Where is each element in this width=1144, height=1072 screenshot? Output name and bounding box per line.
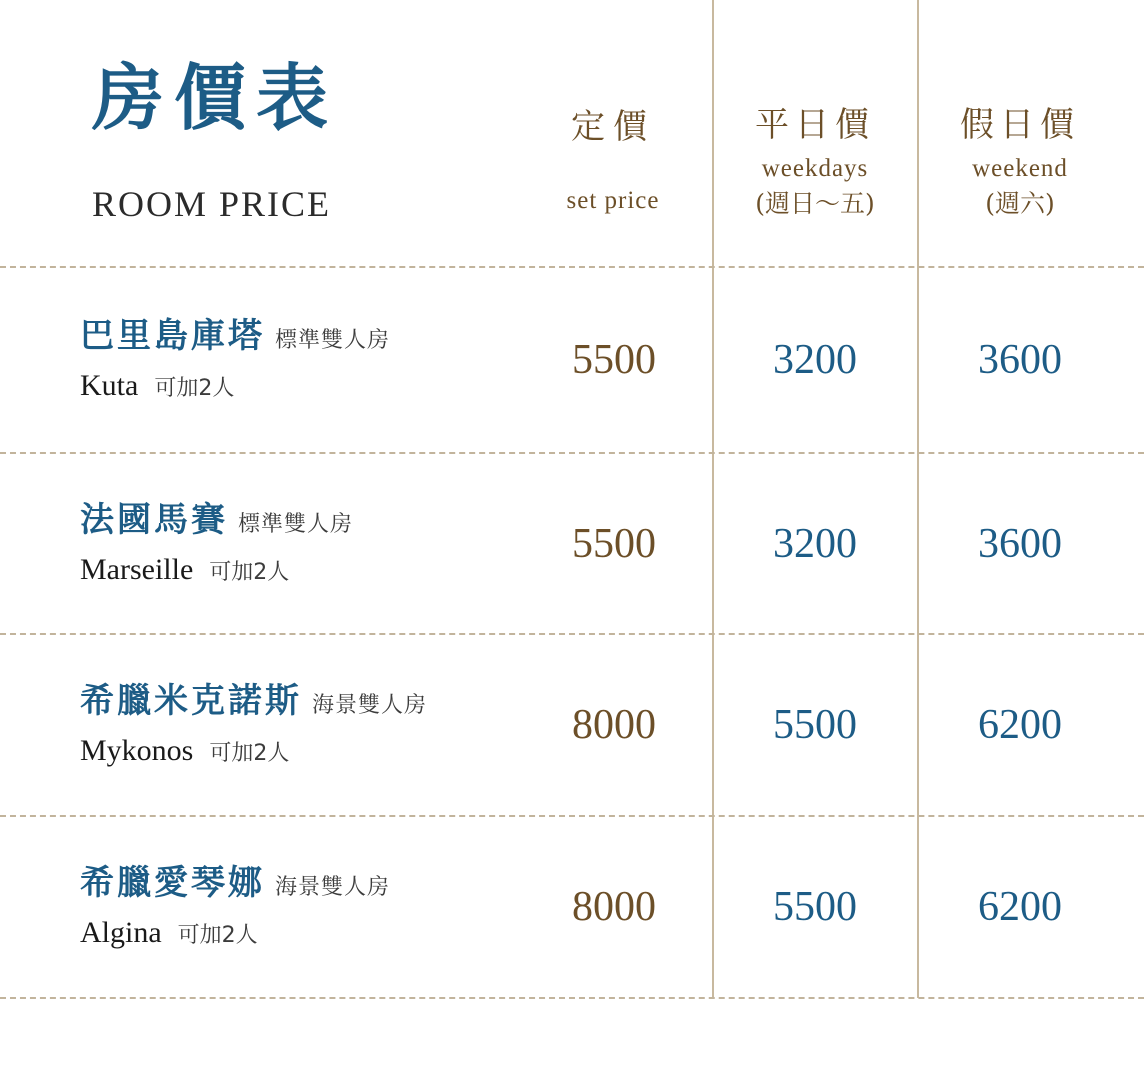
price-set: 8000 [572, 702, 656, 748]
price-weekend: 6200 [978, 884, 1062, 930]
room-name-zh: 希臘米克諾斯 [80, 680, 302, 721]
column-header-weekend-zh: 假日價 [960, 105, 1080, 145]
room-name-zh: 法國馬賽 [80, 499, 228, 540]
room-subtitle-line [80, 553, 520, 586]
price-weekday: 3200 [773, 337, 857, 383]
price-weekday: 3200 [773, 520, 857, 567]
room-info [80, 680, 520, 768]
table-header [0, 0, 1144, 266]
column-header-weekday-en: weekdays [761, 154, 869, 182]
column-header-set-price-zh: 定價 [571, 107, 655, 147]
price-set: 8000 [572, 884, 656, 930]
room-type-zh: 海景雙人房 [312, 692, 428, 718]
room-info [80, 315, 520, 403]
room-note-zh: 可加2人 [209, 559, 290, 585]
column-header-weekday-sub: (週日～五) [755, 188, 875, 218]
room-type-zh: 海景雙人房 [275, 874, 391, 900]
column-header-weekday [716, 104, 914, 219]
price-weekday: 5500 [773, 702, 857, 748]
room-title-line [80, 680, 520, 721]
room-name-zh: 希臘愛琴娜 [80, 862, 265, 903]
table-row [0, 635, 1144, 815]
column-header-weekend [921, 104, 1119, 219]
price-weekend: 6200 [978, 702, 1062, 748]
column-header-weekend-en: weekend [972, 154, 1068, 182]
room-name-zh: 巴里島庫塔 [80, 315, 265, 356]
price-set: 5500 [572, 520, 656, 567]
room-note-zh: 可加2人 [177, 923, 258, 949]
room-name-en: Mykonos [80, 734, 194, 768]
room-info [80, 862, 520, 950]
room-subtitle-line [80, 369, 520, 402]
price-weekday: 5500 [773, 884, 857, 930]
room-title-line [80, 315, 520, 356]
room-subtitle-line [80, 916, 520, 949]
room-info [80, 501, 520, 585]
room-name-en: Marseille [80, 552, 194, 586]
room-name-en: Kuta [80, 369, 139, 403]
column-header-weekend-sub: (週六) [985, 188, 1055, 218]
room-name-en: Algina [80, 916, 162, 950]
room-title-line [80, 501, 520, 538]
table-row [0, 268, 1144, 452]
room-type-zh: 標準雙人房 [238, 511, 354, 537]
column-header-set-price-en: set price [566, 186, 660, 214]
price-weekend: 3600 [978, 520, 1062, 567]
page-title-zh: 房價表 [92, 55, 339, 140]
room-subtitle-line [80, 734, 520, 767]
price-weekend: 3600 [978, 337, 1062, 383]
table-row [0, 454, 1144, 633]
room-note-zh: 可加2人 [209, 741, 290, 767]
price-set: 5500 [572, 337, 656, 383]
table-row [0, 817, 1144, 997]
row-divider [0, 997, 1144, 999]
column-header-weekday-zh: 平日價 [755, 105, 875, 145]
room-type-zh: 標準雙人房 [275, 327, 391, 353]
page-title-en: ROOM PRICE [92, 184, 332, 224]
room-note-zh: 可加2人 [154, 376, 235, 402]
column-header-set-price [523, 106, 703, 216]
room-title-line [80, 862, 520, 903]
